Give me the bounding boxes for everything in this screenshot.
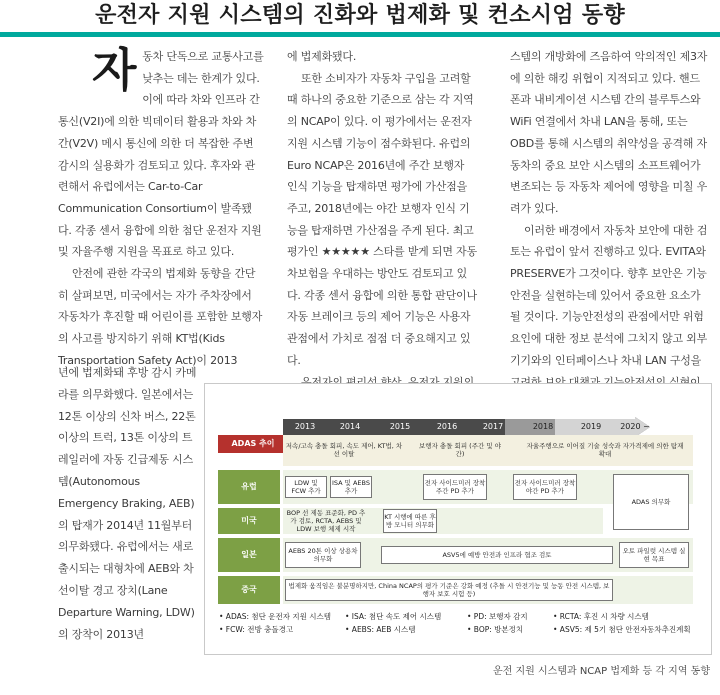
eu-ldw-box: LDW 및 FCW 추가	[285, 476, 327, 498]
adas-phase: 보행자 충돌 회피 (주간 및 야간)	[419, 442, 501, 458]
article-column-3	[510, 46, 708, 415]
jp-asv-box: ASV5에 예방 안전과 인프라 협조 검토	[381, 546, 613, 564]
row-label-japan: 일본	[218, 538, 280, 572]
legend-item: • ISA: 첨단 속도 제어 시스템	[345, 612, 442, 621]
drop-cap: 자	[92, 43, 137, 97]
legend-item: • BOP: 방본정치	[467, 625, 524, 634]
year-label: 2013	[294, 422, 316, 431]
us-kt-box: KT 시행에 따른 후방 모니터 의무화	[383, 509, 437, 533]
row-label-us: 미국	[218, 508, 280, 534]
eu-ped-night-box: 전자 사이드미러 장착 야간 PD 추가	[513, 474, 577, 500]
paragraph: 스템의 개방화에 즈음하여 악의적인 제3자에 의한 해킹 위협이 지적되고 있다. 핸드폰과 내비게이션 시스템 간의 블루투스와 WiFi 연결에서 차내 LAN을 통해, 또는 OBD를 통해 시스템의 취약성을 공격해 자동차의 중요 보안 시스템의 소프트웨어가 변조되는 등 자동차 제어에 영향을 미칠 우려가 있다.	[510, 50, 708, 215]
year-label: 2014	[339, 422, 361, 431]
row-label-china: 중국	[218, 576, 280, 604]
paragraph-text: 이러한 배경에서 자동차 보안에 대한 검토는 유럽이 앞서 진행하고 있다. EVITA와 PRESERVE가 그것이다. 향후 보안은 기능 안전을 실현하는데 있어서 중요한 요소가 될 것이다. 기능안전성의 관점에서만 위험 요인에 대한 정보 분석에 그치지 않고 외부 기기와의 인터페이스나 차내 LAN 구성을	[510, 223, 708, 367]
article-column-2	[287, 46, 477, 437]
paragraph: 안전에 관한 각국의 법제화 동향을 간단히 살펴보면, 미국에서는 자가 주차장에서 자동차가 후진할 때 어린이를 포함한 보행자의 사고를 방지하기 위해 KT법(Kids Transportation Safety Act)이 2013	[58, 267, 263, 367]
us-bop-box: BOP 선 제동 표준화, PD 추가 검토, RCTA, AEBS 및 LDW 보행 체제 시작	[286, 509, 366, 533]
legend-column	[553, 610, 708, 636]
eu-ped-day-box: 전자 사이드미러 장착 주간 PD 추가	[423, 474, 487, 500]
row-label-europe: 유럽	[218, 470, 280, 504]
legend-item: • PD: 보행자 감지	[467, 612, 528, 621]
paragraph: 동차 단독으로 교통사고를 낮추는 데는 한계가 있다. 이에 따라 차와 인프라 간 통신(V2I)에 의한 빅데이터 활용과 차와 차 간(V2V) 메시 통신에 의한 더 복잡한 주변 감시의 실용화가 검토되고 있다. 후자와 관련해서 유럽에서는 Car-to-Car Communication Consortium이 발족됐다. 각종 센서 융합에 의한 첨단 운전자 지원 및 자율주행 지원을 목표로 하고 있다.	[58, 50, 264, 259]
year-label: 2019	[580, 422, 602, 431]
adas-phase: 저속/고속 충돌 회피, 속도 제어, KT법, 차선 이탈	[285, 442, 403, 458]
eu-isa-box: ISA 및 AEBS 추가	[330, 476, 372, 498]
paragraph: 에 법제화됐다.	[287, 50, 357, 63]
year-label: 2020 ~	[620, 422, 650, 431]
legend-column	[467, 610, 557, 636]
article-column-1	[58, 43, 264, 372]
eu-adas-box: ADAS 의무화	[613, 474, 689, 530]
year-label: 2015	[389, 422, 411, 431]
timeline-figure	[204, 383, 712, 655]
paragraph: 년에 법제화돼 후방 감시 카메라를 의무화했다. 일본에서는 12톤 이상의 신차 버스, 22톤 이상의 트럭, 13톤 이상의 트레일러에 자동 긴급제동 시스템(Autonomous Emergency Braking, AEB)의 탑재가 2014년 11월부터 의무화됐다. 유럽에서는 새로 출시되는 대형차에 AEB와 차선이탈 경고 장치(Lane Departure Warning, LDW)의 장착이 2013년	[58, 366, 197, 641]
year-label: 2017	[482, 422, 504, 431]
paragraph: 또한 소비자가 자동차 구입을 고려할 때 하나의 중요한 기준으로 삼는 각 지역의 NCAP이 있다. 이 평가에서는 운전자 지원 시스템 기능이 점수화된다. 유럽의 Euro NCAP은 2016년에 주간 보행자 인식 기능을 탑재하면 평가에 가산점을 주고, 2018년에는 야간 보행자 인식 기능을 탑재하면 가산점을 주게 된다. 최고 평가인 ★★★★★ 스타를 받게 되면 자동차보험을 우대하는 방안도 검토되고 있다. 각종 센서 융합에 의한 통합 판단이나 자동 브레이크 등의 제어 기능은 사용자 관점에서 가치로 점점 더 중요해지고 있다.	[287, 71, 477, 367]
legend-item: • RCTA: 후진 시 차량 시스템	[553, 612, 649, 621]
adas-trend-label: ADAS 추이	[218, 435, 288, 453]
legend-item: • ASV5: 제 5기 첨단 안전자동차추진계획	[553, 625, 691, 634]
jp-auto-box: 오토 파일럿 시스템 실현 목표	[619, 542, 689, 568]
legend-column	[219, 610, 339, 636]
title-divider	[0, 32, 720, 37]
legend-item: • FCW: 전방 충돌경고	[219, 625, 294, 634]
figure-caption: 운전 지원 시스템과 NCAP 법제화 등 각 지역 동향	[493, 666, 710, 677]
legend-item: • AEBS: AEB 시스템	[345, 625, 416, 634]
legend-column	[345, 610, 465, 636]
jp-aebs-box: AEBS 20톤 이상 상용차 의무화	[285, 542, 361, 568]
page-title: 운전자 지원 시스템의 진화와 법제화 및 컨소시엄 동향	[95, 3, 625, 28]
legend-item: • ADAS: 첨단 운전자 지원 시스템	[219, 612, 331, 621]
adas-phase: 자율주행으로 이어질 기술 성숙과 자가격제에 의한 탐재 확대	[526, 442, 684, 458]
article-column-1-continued	[58, 362, 198, 645]
cn-box: 법제화 움직임은 불분명하지만, China NCAP의 평가 기준은 강화 예정 (추돌 시 안전기능 및 능동 안전 시스템, 보행자 보호 시험 등)	[285, 579, 613, 601]
year-label: 2018	[532, 422, 554, 431]
year-label: 2016	[436, 422, 458, 431]
